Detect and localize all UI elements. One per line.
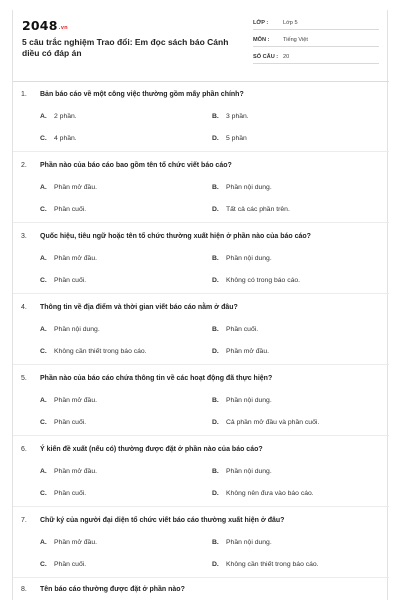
option-letter: D. bbox=[212, 206, 219, 213]
question-text bbox=[21, 233, 311, 240]
answer-option[interactable] bbox=[212, 468, 272, 475]
answer-option[interactable] bbox=[40, 255, 97, 262]
meta-label: MÔN : bbox=[253, 36, 270, 43]
logo-text: 2048 bbox=[22, 18, 58, 33]
option-letter: C. bbox=[40, 561, 47, 568]
worksheet-page bbox=[12, 10, 388, 600]
option-letter: A. bbox=[40, 326, 47, 333]
option-text: Phần cuối. bbox=[226, 326, 259, 333]
option-letter: D. bbox=[212, 490, 219, 497]
answer-option[interactable] bbox=[212, 348, 269, 355]
option-letter: A. bbox=[40, 468, 47, 475]
document-title: 5 câu trắc nghiệm Trao đổi: Em đọc sách báo Cánh diều có đáp án bbox=[22, 37, 229, 58]
answer-option[interactable] bbox=[40, 348, 147, 355]
option-letter: A. bbox=[40, 397, 47, 404]
option-text: Không có trong báo cáo. bbox=[226, 277, 301, 284]
question-prompt: Phần nào của báo cáo chứa thông tin về các hoạt động đã thực hiện? bbox=[40, 375, 273, 382]
option-text: 5 phần bbox=[226, 135, 247, 142]
option-letter: C. bbox=[40, 348, 47, 355]
option-text: Phần mở đầu. bbox=[54, 255, 97, 262]
question-prompt: Quốc hiệu, tiêu ngữ hoặc tên tổ chức thường xuất hiện ở phần nào của báo cáo? bbox=[40, 233, 311, 240]
option-text: Phần mở đầu. bbox=[54, 539, 97, 546]
question-number: 7. bbox=[21, 517, 27, 524]
header-divider bbox=[13, 81, 389, 82]
answer-option[interactable] bbox=[40, 468, 97, 475]
answer-option[interactable] bbox=[40, 561, 86, 568]
question-prompt: Ý kiến đề xuất (nếu có) thường được đặt ở phần nào của báo cáo? bbox=[40, 446, 263, 453]
answer-option[interactable] bbox=[40, 419, 86, 426]
option-text: Phần cuối. bbox=[54, 419, 87, 426]
answer-option[interactable] bbox=[40, 326, 100, 333]
question-divider bbox=[13, 364, 389, 365]
option-letter: C. bbox=[40, 419, 47, 426]
logo-domain: .vn bbox=[58, 25, 68, 31]
answer-option[interactable] bbox=[212, 397, 272, 404]
answer-option[interactable] bbox=[212, 277, 300, 284]
answer-option[interactable] bbox=[40, 206, 86, 213]
answer-option[interactable] bbox=[212, 419, 319, 426]
option-text: Phần cuối. bbox=[54, 277, 87, 284]
question-prompt: Thông tin về địa điểm và thời gian viết báo cáo nằm ở đâu? bbox=[40, 304, 238, 311]
meta-row-subject bbox=[253, 33, 379, 47]
option-text: Cả phần mở đầu và phần cuối. bbox=[226, 419, 320, 426]
answer-option[interactable] bbox=[212, 561, 319, 568]
question-number: 5. bbox=[21, 375, 27, 382]
answer-option[interactable] bbox=[212, 539, 272, 546]
option-letter: B. bbox=[212, 539, 219, 546]
answer-option[interactable] bbox=[212, 490, 314, 497]
answer-option[interactable] bbox=[212, 135, 247, 142]
option-letter: D. bbox=[212, 419, 219, 426]
option-letter: A. bbox=[40, 255, 47, 262]
meta-label: SỐ CÂU : bbox=[253, 53, 279, 60]
option-letter: D. bbox=[212, 277, 219, 284]
worksheet-header bbox=[13, 10, 389, 78]
question-prompt: Chữ ký của người đại diện tổ chức viết báo cáo thường xuất hiện ở đâu? bbox=[40, 517, 285, 524]
meta-panel bbox=[253, 16, 379, 67]
question-prompt: Bản báo cáo về một công việc thường gồm mấy phần chính? bbox=[40, 91, 244, 98]
answer-option[interactable] bbox=[40, 184, 97, 191]
option-text: Phần nội dung. bbox=[226, 397, 272, 404]
question-text bbox=[21, 586, 185, 593]
question-prompt: Tên báo cáo thường được đặt ở phần nào? bbox=[40, 586, 185, 593]
option-letter: C. bbox=[40, 277, 47, 284]
question-text bbox=[21, 91, 244, 98]
option-letter: B. bbox=[212, 326, 219, 333]
option-text: Phần nội dung. bbox=[226, 255, 272, 262]
question-text bbox=[21, 446, 263, 453]
option-text: Phần mở đầu. bbox=[226, 348, 269, 355]
question-number: 4. bbox=[21, 304, 27, 311]
option-text: 2 phần. bbox=[54, 113, 77, 120]
answer-option[interactable] bbox=[40, 135, 77, 142]
option-letter: A. bbox=[40, 184, 47, 191]
option-text: Không cần thiết trong báo cáo. bbox=[226, 561, 319, 568]
question-number: 3. bbox=[21, 233, 27, 240]
answer-option[interactable] bbox=[40, 539, 97, 546]
option-text: Phần nội dung. bbox=[226, 184, 272, 191]
option-letter: D. bbox=[212, 561, 219, 568]
question-text bbox=[21, 375, 272, 382]
option-text: 4 phần. bbox=[54, 135, 77, 142]
question-divider bbox=[13, 293, 389, 294]
question-text bbox=[21, 162, 232, 169]
option-letter: A. bbox=[40, 539, 47, 546]
question-number: 6. bbox=[21, 446, 27, 453]
meta-row-class bbox=[253, 16, 379, 30]
question-text bbox=[21, 517, 284, 524]
option-letter: B. bbox=[212, 468, 219, 475]
meta-value: Tiếng Việt bbox=[283, 36, 308, 43]
meta-value: Lớp 5 bbox=[283, 19, 298, 26]
question-number: 1. bbox=[21, 91, 27, 98]
question-divider bbox=[13, 506, 389, 507]
answer-option[interactable] bbox=[212, 113, 249, 120]
option-text: Phần mở đầu. bbox=[54, 184, 97, 191]
option-text: Phần nội dung. bbox=[54, 326, 100, 333]
question-divider bbox=[13, 435, 389, 436]
answer-option[interactable] bbox=[212, 255, 272, 262]
question-divider bbox=[13, 222, 389, 223]
option-text: Phần nội dung. bbox=[226, 539, 272, 546]
answer-option[interactable] bbox=[40, 113, 77, 120]
question-divider bbox=[13, 151, 389, 152]
answer-option[interactable] bbox=[212, 184, 272, 191]
site-logo[interactable] bbox=[22, 18, 68, 33]
answer-option[interactable] bbox=[212, 206, 290, 213]
option-letter: B. bbox=[212, 113, 219, 120]
option-text: Phần cuối. bbox=[54, 206, 87, 213]
option-letter: A. bbox=[40, 113, 47, 120]
question-divider bbox=[13, 577, 389, 578]
option-text: Không cần thiết trong báo cáo. bbox=[54, 348, 147, 355]
option-letter: D. bbox=[212, 348, 219, 355]
answer-option[interactable] bbox=[40, 490, 86, 497]
option-letter: C. bbox=[40, 206, 47, 213]
question-number: 8. bbox=[21, 586, 27, 593]
question-number: 2. bbox=[21, 162, 27, 169]
option-letter: B. bbox=[212, 255, 219, 262]
meta-value: 20 bbox=[283, 53, 290, 60]
option-text: 3 phần. bbox=[226, 113, 249, 120]
answer-option[interactable] bbox=[40, 277, 86, 284]
option-text: Phần cuối. bbox=[54, 561, 87, 568]
answer-option[interactable] bbox=[212, 326, 258, 333]
option-text: Tất cả các phần trên. bbox=[226, 206, 290, 213]
meta-row-count bbox=[253, 50, 379, 64]
question-prompt: Phần nào của báo cáo bao gồm tên tổ chức viết báo cáo? bbox=[40, 162, 232, 169]
option-text: Phần mở đầu. bbox=[54, 468, 97, 475]
option-text: Phần cuối. bbox=[54, 490, 87, 497]
option-letter: C. bbox=[40, 490, 47, 497]
option-letter: D. bbox=[212, 135, 219, 142]
option-letter: C. bbox=[40, 135, 47, 142]
answer-option[interactable] bbox=[40, 397, 97, 404]
option-text: Phần nội dung. bbox=[226, 468, 272, 475]
option-text: Phần mở đầu. bbox=[54, 397, 97, 404]
option-letter: B. bbox=[212, 184, 219, 191]
meta-label: LỚP : bbox=[253, 19, 269, 26]
option-letter: B. bbox=[212, 397, 219, 404]
option-text: Không nên đưa vào báo cáo. bbox=[226, 490, 314, 497]
question-text bbox=[21, 304, 238, 311]
